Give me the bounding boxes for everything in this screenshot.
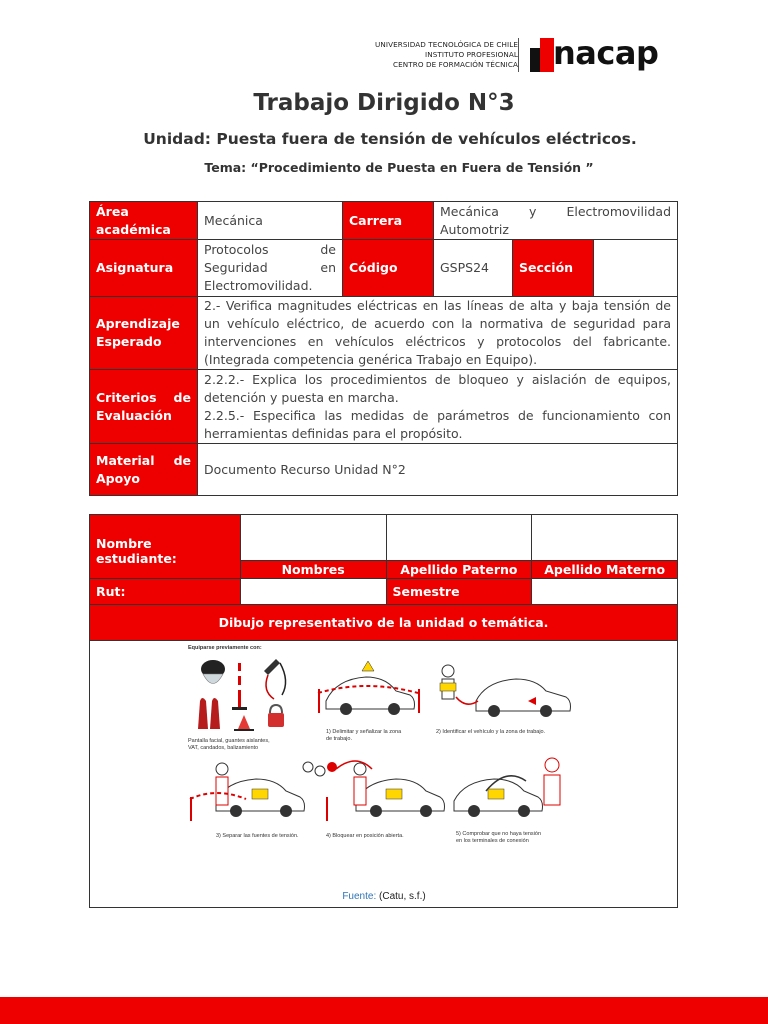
apellido-paterno-input[interactable] xyxy=(386,515,532,561)
asignatura-label: Asignatura xyxy=(90,240,198,297)
logo-institution-lines xyxy=(375,40,518,70)
logo-divider xyxy=(518,38,519,72)
seccion-value[interactable] xyxy=(594,240,678,296)
step2-worker-car-icon xyxy=(440,665,571,717)
step1-caption-b: de trabajo. xyxy=(326,736,352,742)
logo-line-2: INSTITUTO PROFESIONAL xyxy=(425,50,518,59)
material-label: Material de Apoyo xyxy=(90,444,198,496)
dibujo-label: Dibujo representativo de la unidad o temática. xyxy=(90,605,678,641)
face-shield-icon xyxy=(201,660,225,684)
apellido-materno-input[interactable] xyxy=(532,515,678,561)
equip-heading: Equiparse previamente con: xyxy=(188,645,262,651)
barrier-pole-icon xyxy=(232,663,247,710)
step5-caption-a: 5) Comprobar que no haya tensión xyxy=(456,831,541,837)
step4-caption: 4) Bloquear en posición abierta. xyxy=(326,833,404,839)
apellido-materno-label: Apellido Materno xyxy=(532,561,678,579)
area-label: Área académica xyxy=(90,202,198,240)
student-info-table xyxy=(89,514,678,641)
step3-separate-sources-icon xyxy=(190,763,305,821)
padlock-icon xyxy=(268,705,284,727)
rut-label: Rut: xyxy=(90,579,241,605)
logo-mark-icon xyxy=(530,38,554,72)
asignatura-value: Protocolos de Seguridad en Electromovilidad. xyxy=(198,240,343,297)
insulating-gloves-icon xyxy=(198,698,220,729)
semestre-input[interactable] xyxy=(532,579,678,605)
apellido-paterno-label: Apellido Paterno xyxy=(386,561,532,579)
criterios-value xyxy=(198,370,678,444)
criterios-label: Criterios de Evaluación xyxy=(90,370,198,444)
aprendizaje-value: 2.- Verifica magnitudes eléctricas en las líneas de alta y baja tensión de un vehículo eléctrico, de acuerdo con la normativa de seguridad para intervenciones en vehículos eléctricos y protocolos del fabricante. (Integrada competencia genérica Trabajo en Equipo). xyxy=(198,297,678,370)
step3-caption: 3) Separar las fuentes de tensión. xyxy=(216,833,299,839)
semestre-label: Semestre xyxy=(386,579,532,605)
carrera-label: Carrera xyxy=(343,202,434,240)
aprendizaje-label: Aprendizaje Esperado xyxy=(90,297,198,370)
cone-icon xyxy=(234,715,254,731)
area-value: Mecánica xyxy=(198,202,343,240)
criterio-2-2-5: 2.2.5.- Especifica las medidas de parámetros de funcionamiento con herramientas definidas para el propósito. xyxy=(204,407,671,441)
seccion-cell xyxy=(513,240,678,297)
illustration-area xyxy=(89,641,678,908)
step4-lockout-icon xyxy=(303,761,445,821)
carrera-value: Mecánica y Electromovilidad Automotriz xyxy=(434,202,678,240)
procedure-illustration xyxy=(186,641,581,859)
topic-line: Tema: “Procedimiento de Puesta en Fuera de Tensión ” xyxy=(204,160,594,175)
logo-wordmark: nacap xyxy=(553,34,659,72)
step2-caption: 2) Identificar el vehículo y la zona de trabajo. xyxy=(436,729,546,735)
codigo-value: GSPS24 xyxy=(434,240,513,297)
equip-caption-2: VAT, candados, balizamiento xyxy=(188,745,259,751)
institution-logo xyxy=(370,34,680,80)
step1-caption-a: 1) Delimitar y señalizar la zona xyxy=(326,729,402,735)
equip-caption-1: Pantalla facial, guantes aislantes, xyxy=(188,738,270,744)
logo-line-3: CENTRO DE FORMACIÓN TÉCNICA xyxy=(393,60,518,69)
nombres-input[interactable] xyxy=(240,515,386,561)
course-info-table xyxy=(89,201,678,496)
fuente-label: Fuente: xyxy=(342,891,377,902)
unit-subtitle: Unidad: Puesta fuera de tensión de vehículos eléctricos. xyxy=(143,130,637,148)
rut-input[interactable] xyxy=(240,579,386,605)
step5-verify-voltage-icon xyxy=(454,758,560,817)
material-value: Documento Recurso Unidad N°2 xyxy=(198,444,678,496)
codigo-label: Código xyxy=(343,240,434,297)
criterio-2-2-2: 2.2.2.- Explica los procedimientos de bloqueo y aislación de equipos, detención y puesta en marcha. xyxy=(204,371,671,405)
voltage-tester-icon xyxy=(264,659,286,699)
page-title: Trabajo Dirigido N°3 xyxy=(253,90,515,116)
step5-caption-b: en los terminales de conexión xyxy=(456,838,529,844)
fuente-value: (Catu, s.f.) xyxy=(376,891,426,902)
nombres-label: Nombres xyxy=(240,561,386,579)
footer-bar xyxy=(0,997,768,1024)
logo-line-1: UNIVERSIDAD TECNOLÓGICA DE CHILE xyxy=(375,40,518,49)
step1-car-icon xyxy=(318,661,420,715)
nombre-estudiante-label: Nombre estudiante: xyxy=(90,515,241,579)
seccion-label: Sección xyxy=(513,240,594,296)
image-source xyxy=(0,891,768,902)
